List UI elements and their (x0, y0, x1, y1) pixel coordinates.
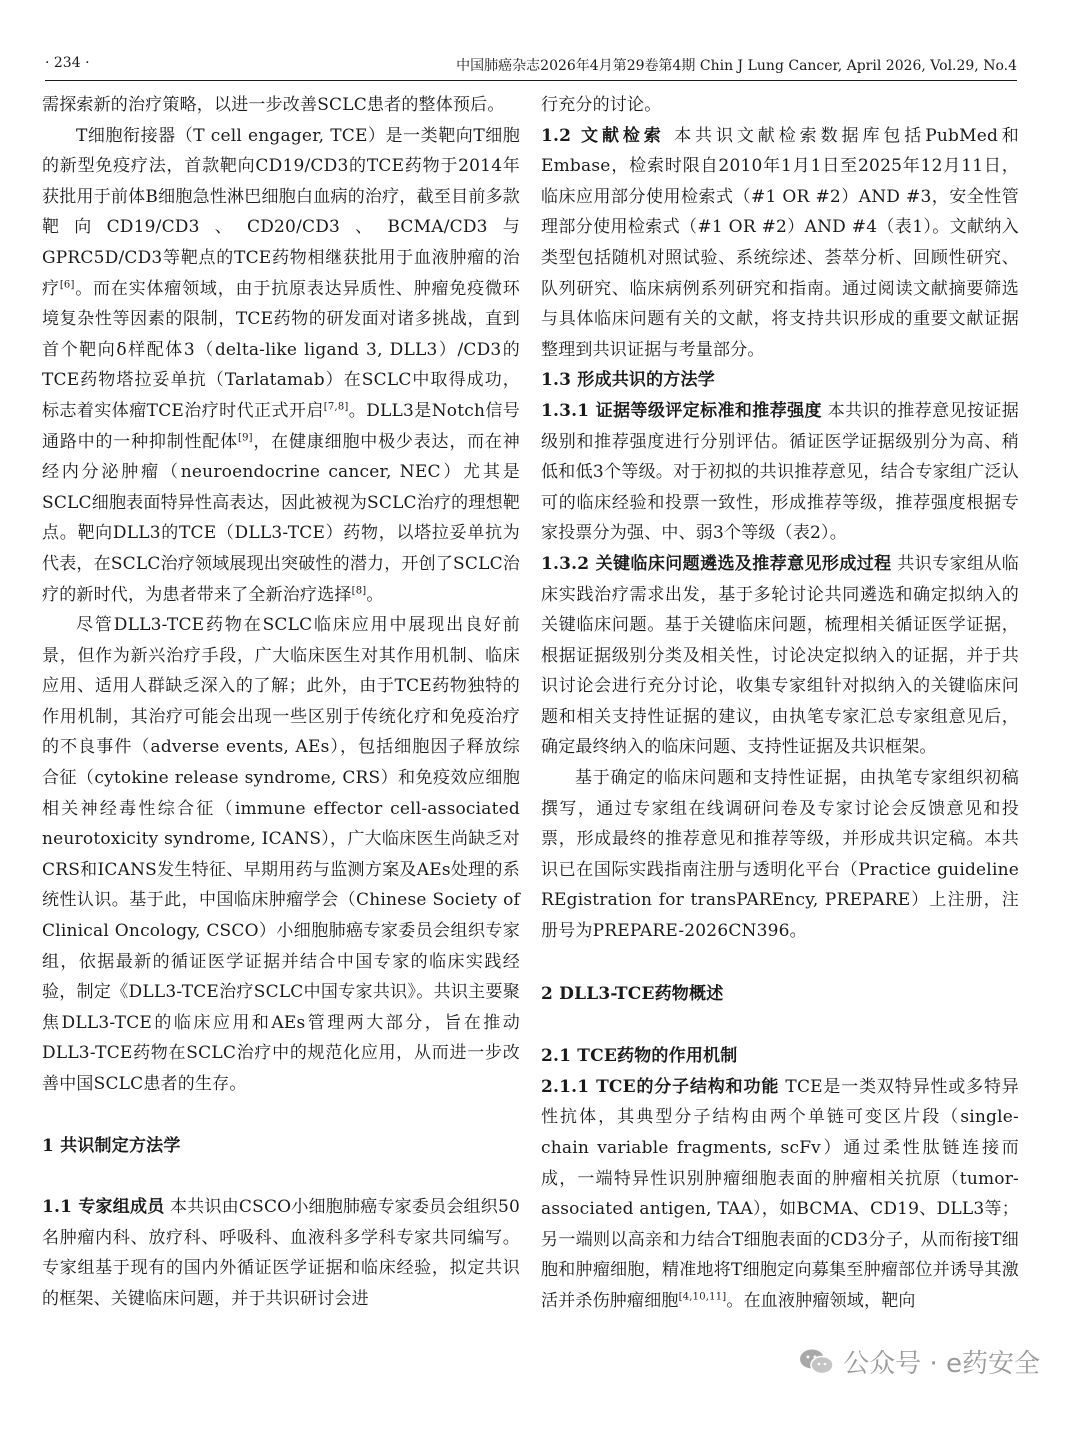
page-header (45, 50, 1017, 81)
paragraph-continued: 需探索新的治疗策略，以进一步改善SCLC患者的整体预后。 (42, 95, 505, 115)
paragraph-1-3-2 (541, 549, 1019, 763)
paragraph-rationale: 尽管DLL3-TCE药物在SCLC临床应用中展现出良好前景，但作为新兴治疗手段，广大临床医生对其作用机制、临床应用、适用人群缺乏深入的了解；此外，由于TCE药物独特的作用机制，其治疗可能会出现一些区别于传统化疗和免疫治疗的不良事件（adverse events, AEs），包括细胞因子释放综合征（cytokine release syndrome, CRS）和免疫效应细胞相关神经毒性综合征（immune effector cell-associated neurotoxicity syndrome, ICANS），广大临床医生尚缺乏对CRS和ICANS发生特征、早期用药与监测方案及AEs处理的系统性认识。基于此，中国临床肿瘤学会（Chinese Society of Clinical Oncology, CSCO）小细胞肺癌专家委员会组织专家组，依据最新的循证医学证据并结合中国专家的临床实践经验，制定《DLL3-TCE治疗SCLC中国专家共识》。共识主要聚焦DLL3-TCE的临床应用和AEs管理两大部分，旨在推动DLL3-TCE药物在SCLC治疗中的规范化应用，从而进一步改善中国SCLC患者的生存。 (42, 615, 520, 1094)
watermark-text: 公众号 · e药安全 (843, 1349, 1040, 1379)
paragraph-continued: 行充分的讨论。 (541, 95, 662, 115)
subsection-title-1-2: 1.2 文献检索 (541, 125, 665, 146)
citation-ref: [6] (59, 278, 75, 290)
paragraph-1-1 (42, 1192, 520, 1314)
left-column (42, 90, 520, 1315)
page-number: · 234 · (45, 55, 90, 71)
text-run: 本共识文献检索数据库包括PubMed和Embase，检索时限自2010年1月1日至2025年12月11日，临床应用部分使用检索式（#1 OR #2）AND #3，安全性管理部分使用检索式（#1 OR #2）AND #4（表1）。文献纳入类型包括随机对照试验、系统综述、荟萃分析、回顾性研究、队列研究、临床病例系列研究和指南。通过阅读文献摘要筛选与具体临床问题有关的文献，将支持共识形成的重要文献证据整理到共识证据与考量部分。 (541, 125, 1019, 360)
spacer (541, 1009, 1019, 1041)
subsection-title-2-1: 2.1 TCE药物的作用机制 (541, 1046, 738, 1067)
section-heading-2: 2 DLL3-TCE药物概述 (541, 983, 724, 1004)
right-column (541, 90, 1019, 1317)
text-run: 本共识的推荐意见按证据级别和推荐强度进行分别评估。循证医学证据级别分为高、稍低和低3个等级。对于初拟的共识推荐意见，结合专家组广泛认可的临床经验和投票一致性，形成推荐等级，推荐强度根据专家投票分为强、中、弱3个等级（表2）。 (541, 400, 1019, 544)
journal-citation: 中国肺癌杂志2026年4月第29卷第4期 Chin J Lung Cancer, April 2026, Vol.29, No.4 (456, 58, 1017, 74)
subsection-title-1-3-1: 1.3.1 证据等级评定标准和推荐强度 (541, 400, 822, 421)
text-run: 。DLL3是Notch信号通路中的一种抑制性配体 (42, 400, 521, 452)
subsection-title-1-3-2: 1.3.2 关键临床问题遴选及推荐意见形成过程 (541, 553, 892, 574)
citation-ref: [9] (237, 431, 253, 443)
spacer (42, 1100, 520, 1131)
text-run: 共识专家组从临床实践治疗需求出发，基于多轮讨论共同遴选和确定拟纳入的关键临床问题。基于关键临床问题，梳理相关循证医学证据，根据证据级别分类及相关性，讨论决定拟纳入的证据，并于共识讨论会进行充分讨论，收集专家组针对拟纳入的关键临床问题和相关支持性证据的建议，由执笔专家汇总专家组意见后，确定最终纳入的临床问题、支持性证据及共识框架。 (541, 553, 1019, 758)
subsection-title-1-1: 1.1 专家组成员 (42, 1197, 165, 1218)
spacer (42, 1161, 520, 1192)
citation-ref: [8] (351, 584, 367, 596)
spacer (541, 947, 1019, 979)
text-run: 。而在实体瘤领域，由于抗原表达异质性、肿瘤免疫微环境复杂性等因素的限制，TCE药物的研发面对诸多挑战，直到首个靶向δ样配体3（delta-like ligand 3, DLL3）/CD3的TCE药物塔拉妥单抗（Tarlatamab）在SCLC中取得成功，标志着实体瘤TCE治疗时代正式开启 (42, 278, 521, 421)
watermark (795, 1341, 1046, 1382)
paragraph-1-3-1 (541, 396, 1019, 549)
paragraph-1-2 (541, 121, 1019, 366)
subsection-title-2-1-1: 2.1.1 TCE的分子结构和功能 (541, 1076, 780, 1097)
wechat-logo-icon (799, 1348, 835, 1376)
subsection-title-1-3: 1.3 形成共识的方法学 (541, 370, 715, 391)
citation-ref: [7,8] (323, 401, 349, 413)
paragraph-drafting: 基于确定的临床问题和支持性证据，由执笔专家组织初稿撰写，通过专家组在线调研问卷及专家讨论会反馈意见和投票，形成最终的推荐意见和推荐等级，并形成共识定稿。本共识已在国际实践指南注册与透明化平台（Practice guideline REgistration for transPAREncy, PREPARE）上注册，注册号为PREPARE-2026CN396。 (541, 768, 1019, 942)
text-run: 。 (366, 584, 384, 605)
text-run: TCE是一类双特异性或多特异性抗体，其典型分子结构由两个单链可变区片段（single-chain variable fragments, scFv）通过柔性肽链连接而成，一端特异性识别肿瘤细胞表面的肿瘤相关抗原（tumor-associated antigen, TAA），如BCMA、CD19、DLL3等；另一端则以高亲和力结合T细胞表面的CD3分子，从而衔接T细胞和肿瘤细胞，精准地将T细胞定向募集至肿瘤部位并诱导其激活并杀伤肿瘤细胞 (541, 1076, 1019, 1311)
text-run: 本共识由CSCO小细胞肺癌专家委员会组织50名肿瘤内科、放疗科、呼吸科、血液科多学科专家共同编写。专家组基于现有的国内外循证医学证据和临床经验，拟定共识的框架、关键临床问题，并于共识研讨会进 (42, 1197, 521, 1309)
text-run: ，在健康细胞中极少表达，而在神经内分泌肿瘤（neuroendocrine cancer, NEC）尤其是SCLC细胞表面特异性高表达，因此被视为SCLC治疗的理想靶点。靶向DLL3的TCE（DLL3-TCE）药物，以塔拉妥单抗为代表，在SCLC治疗领域展现出突破性的潜力，开创了SCLC治疗的新时代，为患者带来了全新治疗选择 (42, 431, 520, 605)
text-run: T细胞衔接器（T cell engager, TCE）是一类靶向T细胞的新型免疫疗法，首款靶向CD19/CD3的TCE药物于2014年获批用于前体B细胞急性淋巴细胞白血病的治疗，截至目前多款靶向CD19/CD3、CD20/CD3、BCMA/CD3与GPRC5D/CD3等靶点的TCE药物相继获批用于血液肿瘤的治疗 (42, 125, 520, 299)
text-run: 。在血液肿瘤领域，靶向 (726, 1290, 916, 1311)
citation-ref: [4,10,11] (678, 1291, 727, 1303)
section-heading-1: 1 共识制定方法学 (42, 1135, 181, 1156)
paragraph-tce-intro (42, 121, 520, 611)
paragraph-2-1-1 (541, 1072, 1019, 1317)
